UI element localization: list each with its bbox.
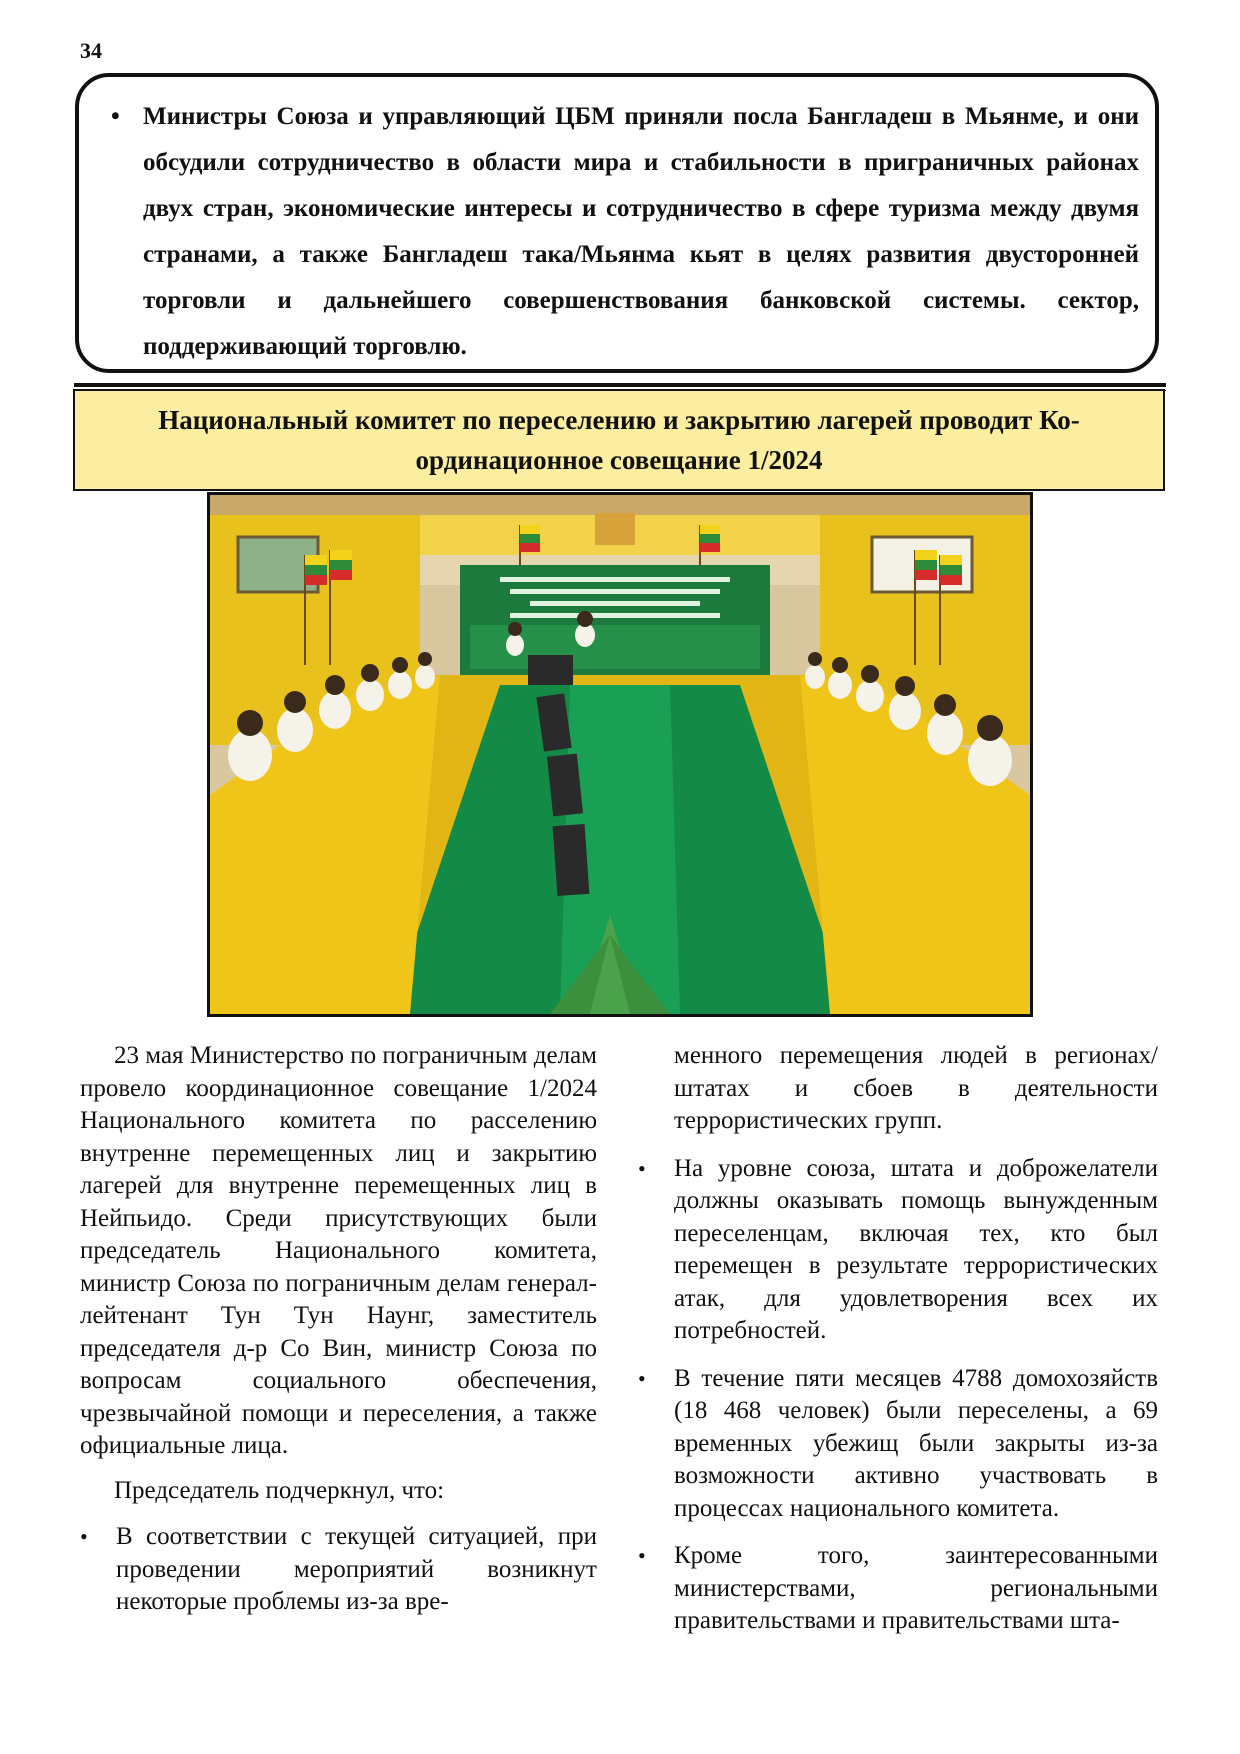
list-item: • На уровне союза, штата и доброжелатели должны оказывать помощь вынужденным переселенцам, включая тех, кто был перемещен в результате террористических атак, для удовлетворения всех их потребностей. xyxy=(638,1153,1158,1348)
list-item: • Кроме того, заинтересованными министерствами, региональными правительствами и правительствами шта- xyxy=(638,1540,1158,1638)
meeting-photo-illustration xyxy=(210,495,1030,1014)
divider-rule xyxy=(74,383,1166,387)
list-item: • В соответствии с текущей ситуацией, при проведении мероприятий возникнут некоторые проблемы из-за вре- xyxy=(80,1521,597,1619)
highlight-bullet: • Министры Союза и управляющий ЦБМ приняли посла Бангладеш в Мьянме, и они обсудили сотрудничество в области мира и стабильности в приграничных районах двух стран, экономические интересы и сотрудничество в сфере туризма между двумя странами, а также Бангладеш така/Мьянма кьят в целях развития двусторонней торговли и дальнейшего совершенствования банковской системы. сектор, поддерживающий торговлю. xyxy=(99,94,1139,370)
right-column xyxy=(638,1040,1158,1653)
meeting-photo xyxy=(207,492,1033,1017)
highlight-box xyxy=(75,73,1159,373)
chairman-paragraph: Председатель подчеркнул, что: xyxy=(114,1476,445,1504)
list-item: • В течение пяти месяцев 4788 домохозяйств (18 468 человек) были переселены, а 69 временных убежищ были закрыты из-за возможности активно участвовать в процессах национального комитета. xyxy=(638,1363,1158,1526)
highlight-list xyxy=(99,94,1139,370)
article-title-line-1: Национальный комитет по переселению и закрытию лагерей проводит Ко- xyxy=(158,405,1080,435)
left-bullet-list xyxy=(80,1521,597,1619)
article-title xyxy=(73,389,1165,491)
page-number: 34 xyxy=(80,38,102,63)
left-column xyxy=(80,1040,597,1619)
intro-paragraph: 23 мая Министерство по пограничным делам провело координационное совещание 1/2024 Национального комитета по расселению внутренне перемещенных лиц и закрытию лагерей для внутренне перемещенных лиц в Нейпьидо. Среди присутствующих были председатель Национального комитета, министр Союза по пограничным делам генерал-лейтенант Тун Тун Наунг, заместитель председателя д-р Со Вин, министр Союза по вопросам социального обеспечения, чрезвычайной помощи и переселения, а также официальные лица. xyxy=(80,1042,597,1459)
article-title-line-2: ординационное совещание 1/2024 xyxy=(415,445,823,475)
right-bullet-list xyxy=(638,1153,1158,1638)
bullet-continuation: менного перемещения людей в регионах/штатах и сбоев в деятельности террористических групп. xyxy=(674,1042,1158,1134)
